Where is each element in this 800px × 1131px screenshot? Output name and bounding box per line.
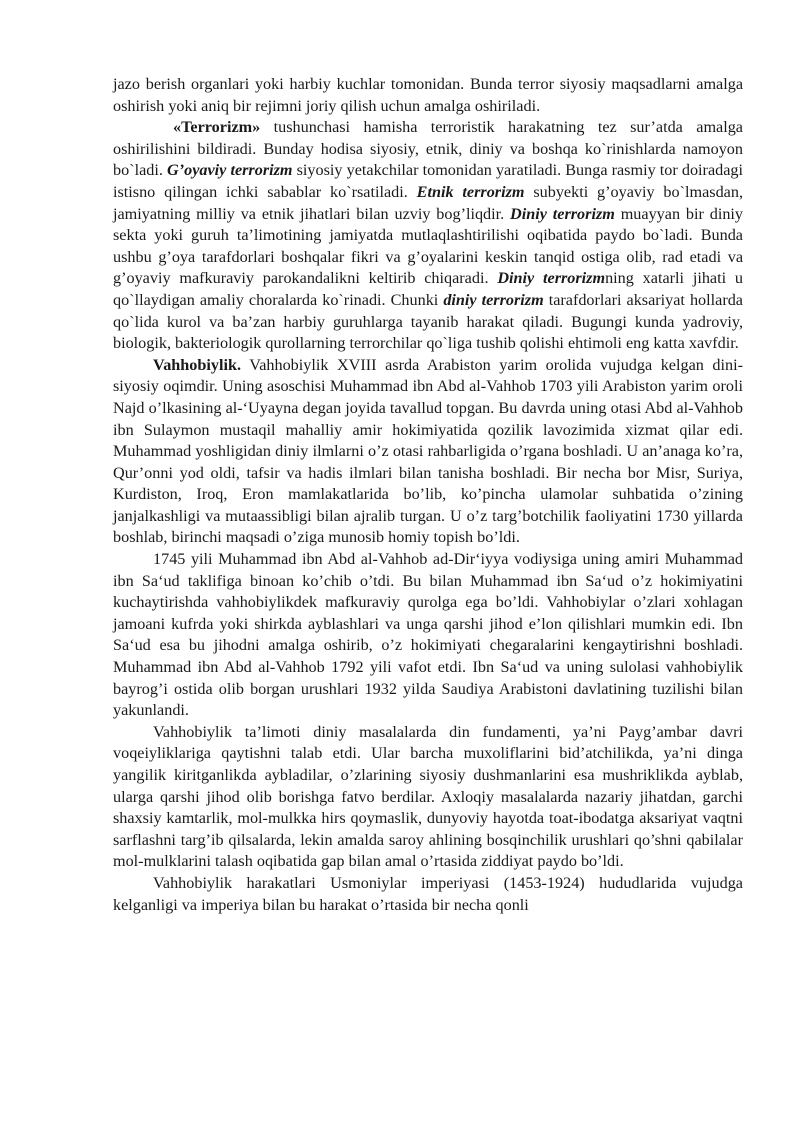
term-diniy-terrorizm: diniy terrorizm xyxy=(443,290,544,309)
text-run: Vahhobiylik harakatlari Usmoniylar imperiyasi (1453-1924) hududlarida vujudga kelganligi va imperiya bilan bu harakat o’rtasida bir necha qonli xyxy=(113,873,743,914)
text-run: siyosiy yetakchilar tomonidan yaratiladi. Bunga rasmiy tor doiradagi istisno qilingan ichki sabablar ko`rsatiladi. xyxy=(113,161,743,201)
paragraph-1745 xyxy=(113,549,743,722)
text-run: subyekti g’oyaviy bo`lmasdan, jamiyatning milliy va etnik jihatlari bilan uzviy bog’liqdir. xyxy=(113,182,744,223)
term-diniy-terrorizm: Diniy terrorizm xyxy=(497,269,606,288)
text-run: Vahhobiylik ta’limoti diniy masalalarda din fundamenti, ya’ni Payg’ambar davri voqeiyliklariga qaytishni talab etdi. Ular barcha muxoliflarini bid’atchilikda, ya’ni dinga yangilik kiritganlikda aybladilar, o’zlarining siyosiy dushmanlarini esa mushriklikda ayblab, ularga qarshi jihod olib borishga fatvo berdilar. Axloqiy masalalarda nazariy jihatdan, garchi shaxsiy kamtarlik, mol-mulkka hirs qoymaslik, dunyoviy hayotda toat-ibodatga aksariyat vaqtni sarflashni targ’ib qilsalarda, lekin amalda saroy ahlining bosqinchilik urushlari qo’shni qabilalar mol-mulklarini talash oqibatida gap bilan amal o’rtasida ziddiyat paydo bo’ldi. xyxy=(113,722,743,871)
term-terrorizm: «Terrorizm» xyxy=(173,118,261,137)
text-run: tushunchasi hamisha terroristik harakatning tez sur’atda amalga oshirilishini bildiradi. Bunday hodisa siyosiy, etnik, diniy va boshqa ko`rinishlarda namoyon bo`ladi. xyxy=(113,118,743,180)
text-run: Vahhobiylik XVIII asrda Arabiston yarim orolida vujudga kelgan dini-siyosiy oqimdir. Uning asoschisi Muhammad ibn Abd al-Vahhob 1703 yili Arabiston yarim oroli Najd o’lkasining al-‘Uyayna degan joyida tavallud topgan. Bu davrda uning otasi Abd al-Vahhob ibn Sulaymon mustaqil mahalliy amir hokimiyatida qozilik lavozimida xizmat qilar edi. Muhammad yoshligidan diniy ilmlarni o’z otasi rahbarligida o’rgana boshladi. U an’anaga ko’ra, Qur’onni yod oldi, tafsir va hadis ilmlari bilan tanisha boshladi. Bir necha bor Misr, Suriya, Kurdiston, Iroq, Eron mamlakatlarida bo’lib, ko’pincha ulamolar suhbatida o’zining janjalkashligi va mutaassibligi bilan ajralib turgan. U o’z targ’botchilik faoliyatini 1730 yillarda boshlab, birinchi maqsadi o’ziga munosib homiy topish bo’ldi. xyxy=(113,355,743,547)
paragraph-terrorizm xyxy=(113,117,743,355)
paragraph-continuation xyxy=(113,74,743,117)
paragraph-talimot xyxy=(113,722,743,873)
term-etnik-terrorizm: Etnik terrorizm xyxy=(416,182,525,201)
heading-vahhobiylik: Vahhobiylik. xyxy=(153,355,242,374)
term-goyaviy-terrorizm: G’oyaviy terrorizm xyxy=(167,161,293,180)
text-run: 1745 yili Muhammad ibn Abd al-Vahhob ad-Dir‘iyya vodiysiga uning amiri Muhammad ibn Sa‘ud taklifiga binoan ko’chib o’tdi. Bu bilan Muhammad ibn Sa‘ud o’z hokimiyatini kuchaytirishda vahhobiylikdek mafkuraviy qurolga ega bo’ldi. Vahhobiylar o’zlari xohlagan jamoani kufrda yoki shirkda ayblashlari va unga qarshi jihod e’lon qilishlari mumkin edi. Ibn Sa‘ud esa bu jihodni amalga oshirib, o’z hokimiyati chegaralarini kengaytirishni boshladi. Muhammad ibn Abd al-Vahhob 1792 yili vafot etdi. Ibn Sa‘ud va uning sulolasi vahhobiylik bayrog’i ostida olib borgan urushlari 1932 yilda Saudiya Arabistoni davlatining tuzilishi bilan yakunlandi. xyxy=(113,550,743,720)
text-run: ning xatarli jihati u qo`llaydigan amaliy choralarda ko`rinadi. Chunki xyxy=(113,269,743,309)
text-run: tarafdorlari aksariyat hollarda qo`lida kurol va ba’zan harbiy guruhlarga tayanib harakat qiladi. Bugungi kunda yadroviy, biologik, bakteriologik qurollarning terrorchilar qo`liga tushib qolishi ehtimoli eng katta xavfdir. xyxy=(113,290,743,353)
text-run: muayyan bir diniy sekta yoki guruh ta’limotining jamiyatda mutlaqlashtirilishi oqibatida paydo bo`ladi. Bunda ushbu g’oya tarafdorlari boshqalar fikri va g’oyalarini keskin tanqid ostiga olib, rad etadi va g’oyaviy mafkuraviy parokandalikni keltirib chiqaradi. xyxy=(113,204,743,288)
paragraph-harakatlar xyxy=(113,873,743,916)
term-diniy-terrorizm: Diniy terrorizm xyxy=(510,204,615,223)
paragraph-vahhobiylik xyxy=(113,355,743,549)
text-run: jazo berish organlari yoki harbiy kuchlar tomonidan. Bunda terror siyosiy maqsadlarni amalga oshirish yoki aniq bir rejimni joriy qilish uchun amalga oshiriladi. xyxy=(113,75,743,115)
